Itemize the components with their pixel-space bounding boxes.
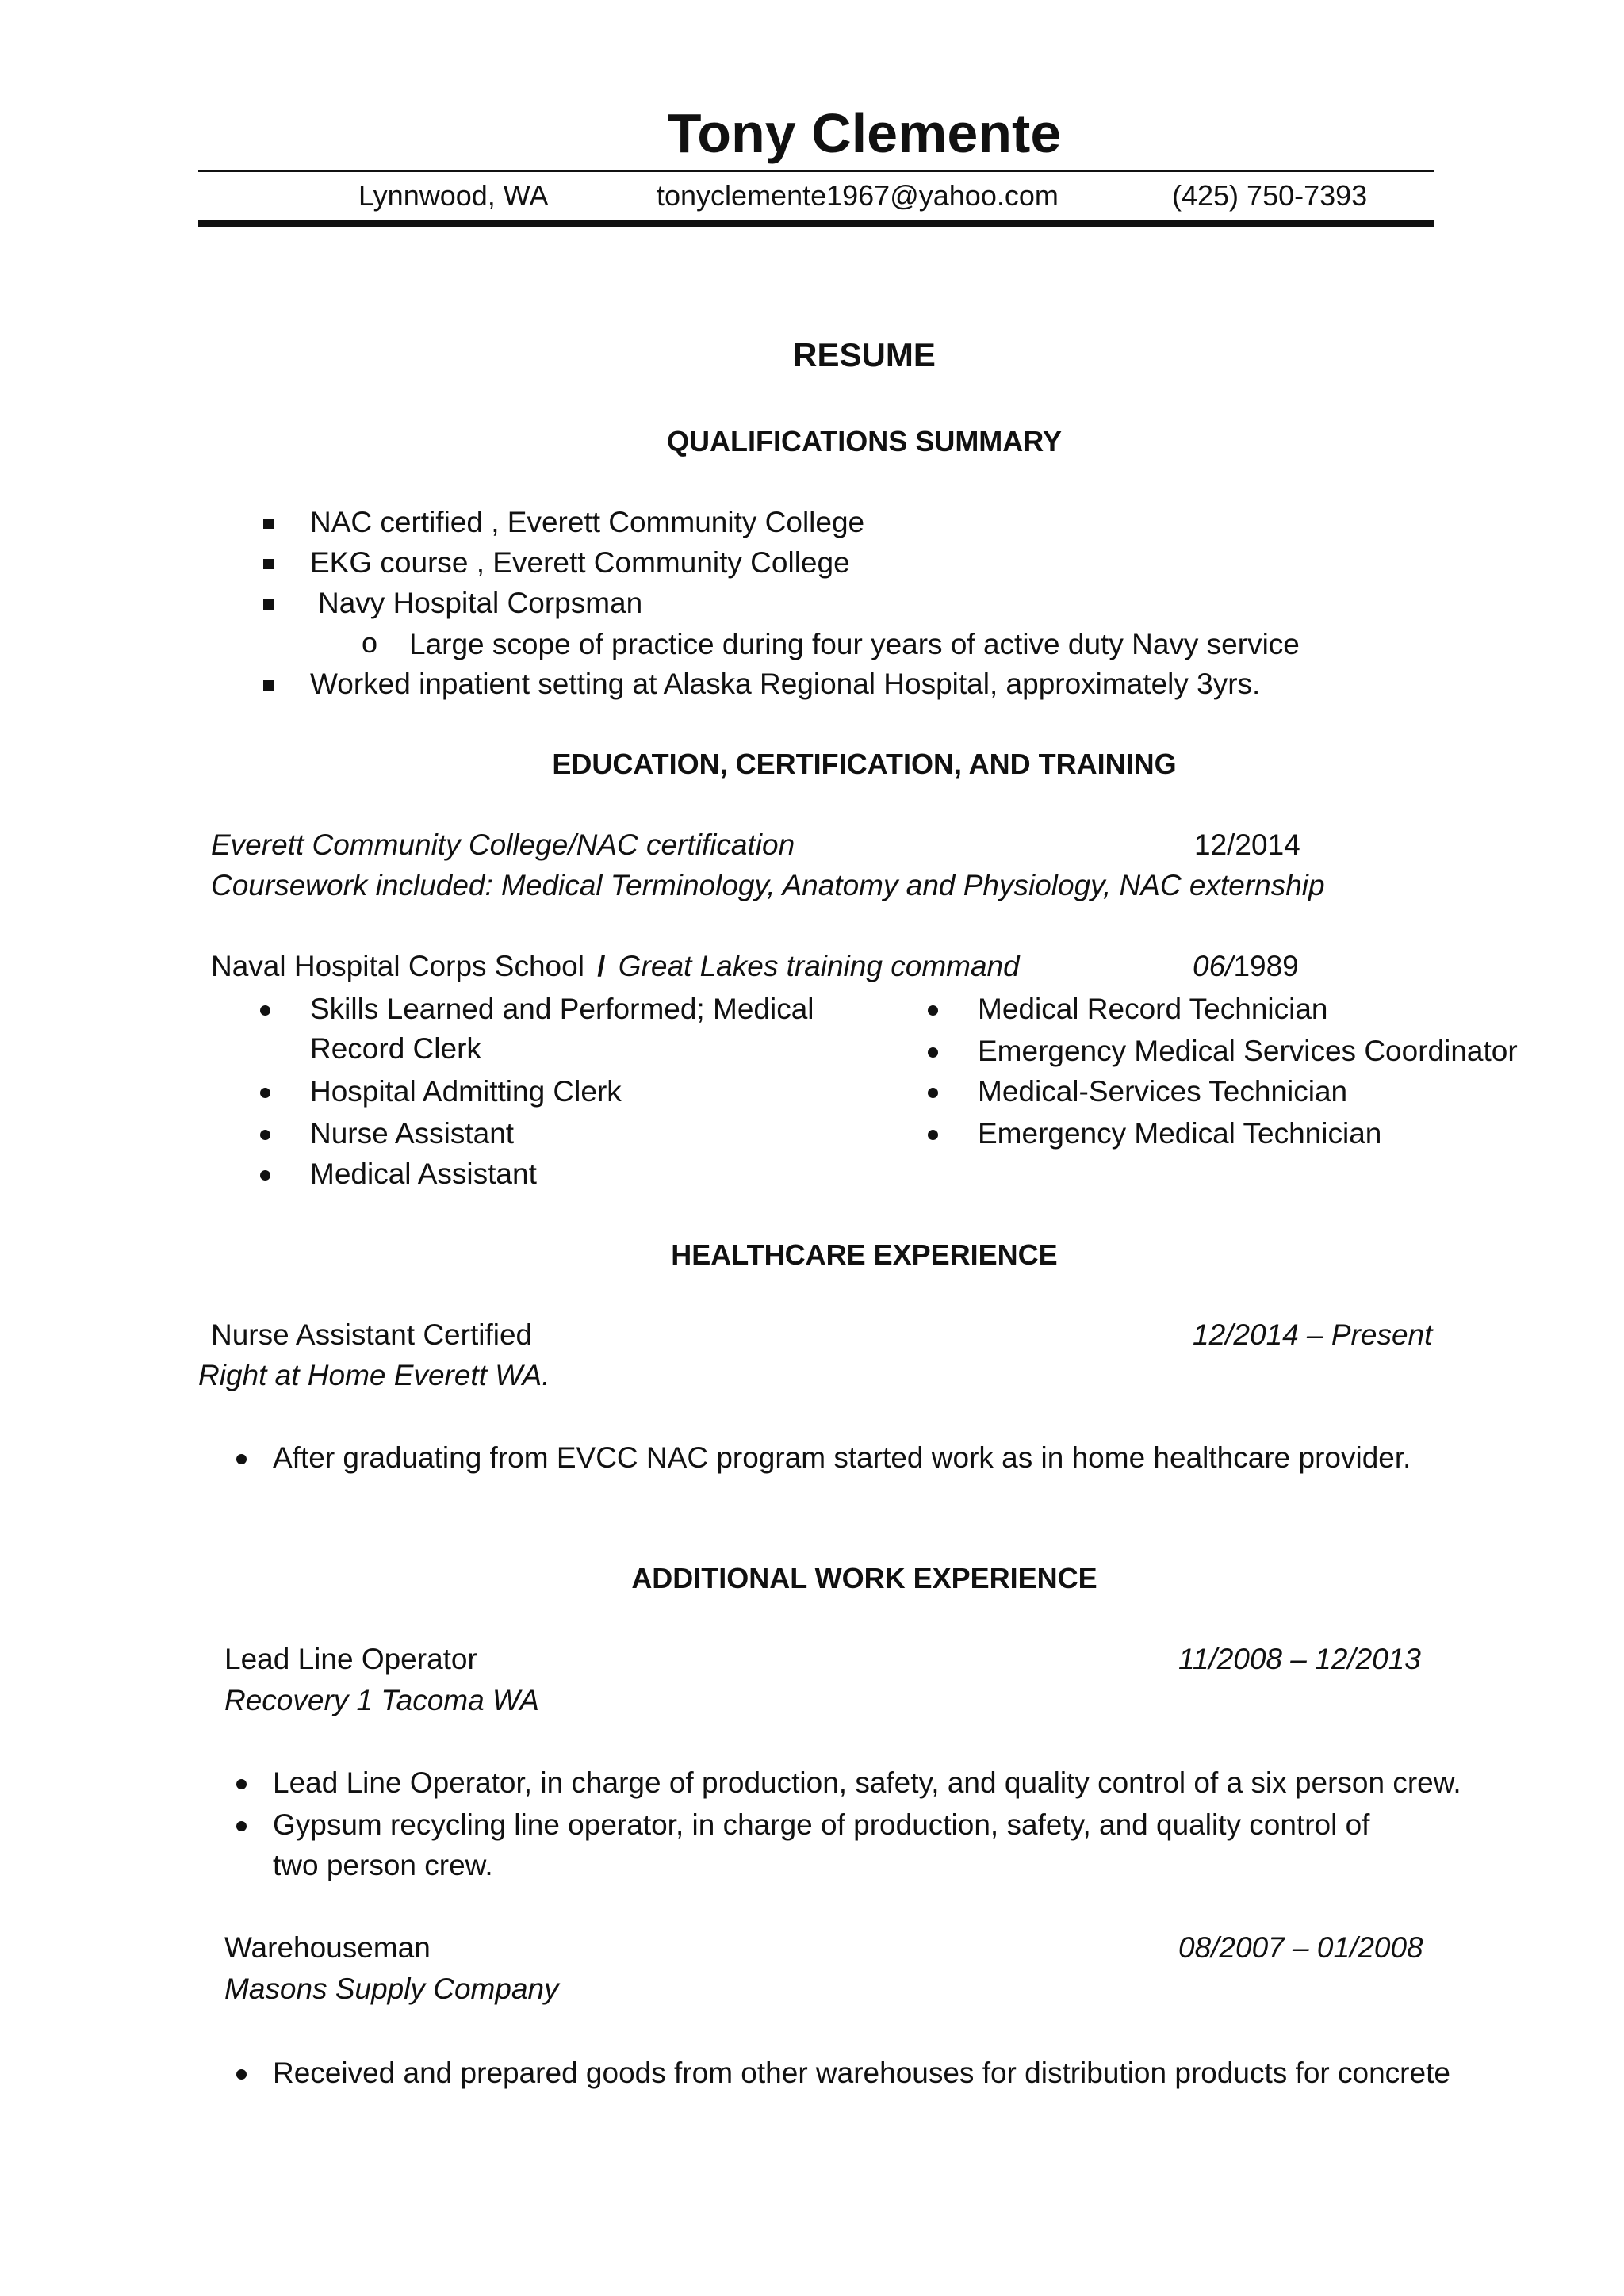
square-bullet-icon <box>263 519 274 529</box>
qualification-subitem: Large scope of practice during four years of active duty Navy service <box>409 628 1300 660</box>
square-bullet-icon <box>263 559 274 569</box>
dot-bullet-icon <box>260 1005 270 1016</box>
job2-title: Warehouseman <box>224 1931 431 1964</box>
ecc-certification: Everett Community College/NAC certification <box>211 828 795 861</box>
header-rule-thin <box>198 170 1434 172</box>
dot-bullet-icon <box>236 2069 247 2080</box>
education-title: EDUCATION, CERTIFICATION, AND TRAINING <box>552 748 1177 780</box>
skill-item: Hospital Admitting Clerk <box>310 1075 622 1108</box>
contact-location: Lynnwood, WA <box>358 179 549 212</box>
skill-item: Nurse Assistant <box>310 1117 515 1150</box>
job1-employer: Recovery 1 Tacoma WA <box>224 1684 539 1716</box>
qualification-item: Navy Hospital Corpsman <box>318 587 643 619</box>
qualification-item: NAC certified , Everett Community College <box>310 506 865 538</box>
job1-title: Lead Line Operator <box>224 1643 477 1675</box>
applicant-name: Tony Clemente <box>667 102 1062 164</box>
dot-bullet-icon <box>928 1130 938 1140</box>
skill-item: Emergency Medical Technician <box>978 1117 1382 1150</box>
square-bullet-icon <box>263 599 274 610</box>
ecc-date: 12/2014 <box>1194 828 1300 861</box>
dot-bullet-icon <box>260 1170 270 1181</box>
healthcare-employer: Right at Home Everett WA. <box>198 1359 550 1391</box>
healthcare-title: HEALTHCARE EXPERIENCE <box>671 1238 1058 1271</box>
header-rule-thick <box>198 220 1434 227</box>
healthcare-bullet: After graduating from EVCC NAC program started work as in home healthcare provider. <box>273 1441 1411 1474</box>
qualifications-title: QUALIFICATIONS SUMMARY <box>667 425 1062 457</box>
navy-date <box>1193 950 1299 983</box>
additional-title: ADDITIONAL WORK EXPERIENCE <box>631 1562 1097 1594</box>
dot-bullet-icon <box>236 1454 247 1464</box>
dot-bullet-icon <box>928 1088 938 1098</box>
navy-school-line <box>211 950 1020 983</box>
qualification-item: Worked inpatient setting at Alaska Regional Hospital, approximately 3yrs. <box>310 668 1261 700</box>
circle-bullet-icon: o <box>362 626 378 659</box>
qualification-item: EKG course , Everett Community College <box>310 546 850 579</box>
skill-item: Emergency Medical Services Coordinator <box>978 1035 1518 1067</box>
navy-school: Naval Hospital Corps School <box>211 950 584 982</box>
job2-employer: Masons Supply Company <box>224 1973 559 2005</box>
job1-bullet: Lead Line Operator, in charge of production, safety, and quality control of a six person crew. <box>273 1766 1461 1799</box>
healthcare-date: 12/2014 – Present <box>1193 1318 1433 1351</box>
skill-item: Medical Assistant <box>310 1158 537 1190</box>
skill-item: Medical Record Technician <box>978 993 1328 1025</box>
job1-bullet-continued: two person crew. <box>273 1849 493 1881</box>
skill-item: Skills Learned and Performed; Medical <box>310 993 814 1025</box>
dot-bullet-icon <box>928 1047 938 1058</box>
navy-command: Great Lakes training command <box>618 950 1020 982</box>
dot-bullet-icon <box>260 1130 270 1140</box>
ecc-coursework: Coursework included: Medical Terminology, Anatomy and Physiology, NAC externship <box>211 869 1325 901</box>
job2-date: 08/2007 – 01/2008 <box>1178 1931 1423 1964</box>
navy-separator: / <box>597 950 606 982</box>
dot-bullet-icon <box>236 1821 247 1831</box>
contact-email: tonyclemente1967@yahoo.com <box>657 179 1059 212</box>
dot-bullet-icon <box>236 1779 247 1789</box>
skill-item-continued: Record Clerk <box>310 1032 481 1065</box>
skill-item: Medical-Services Technician <box>978 1075 1348 1108</box>
job2-bullet: Received and prepared goods from other warehouses for distribution products for concrete <box>273 2057 1450 2089</box>
dot-bullet-icon <box>260 1088 270 1098</box>
resume-title: RESUME <box>793 336 936 373</box>
navy-date-year: 1989 <box>1233 950 1299 982</box>
dot-bullet-icon <box>928 1005 938 1016</box>
healthcare-job-title: Nurse Assistant Certified <box>211 1318 533 1351</box>
job1-bullet: Gypsum recycling line operator, in charge of production, safety, and quality control of <box>273 1808 1370 1841</box>
navy-date-month: 06/ <box>1193 950 1234 982</box>
square-bullet-icon <box>263 680 274 691</box>
contact-phone: (425) 750-7393 <box>1172 179 1368 212</box>
job1-date: 11/2008 – 12/2013 <box>1178 1643 1421 1675</box>
